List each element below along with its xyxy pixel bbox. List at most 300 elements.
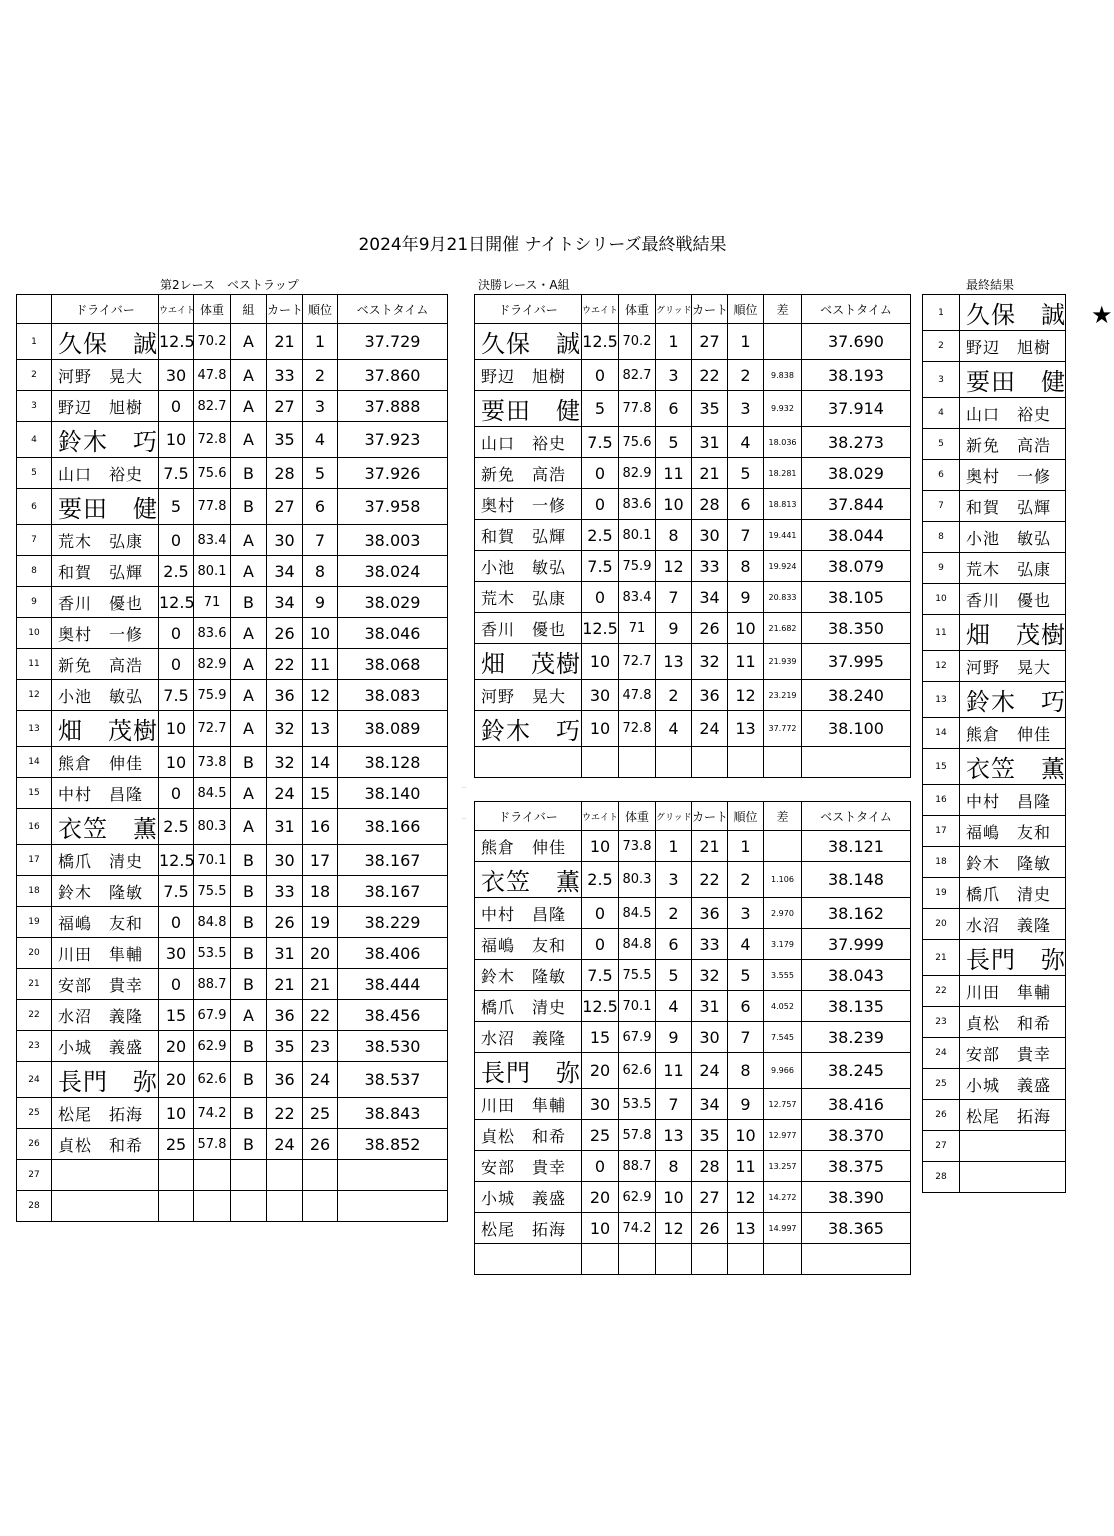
table-cell: 23 — [303, 1031, 338, 1062]
table-cell — [231, 1160, 267, 1191]
table-cell: 1 — [656, 831, 692, 862]
row-number: 4 — [923, 398, 960, 429]
driver-name: 安部 貴幸 — [960, 1038, 1066, 1069]
driver-name: 小池 敏弘 — [960, 522, 1066, 553]
separator-mark: ‥ — [462, 814, 467, 821]
table-cell: 25 — [303, 1098, 338, 1129]
table-cell: 30 — [582, 1089, 619, 1120]
row-number: 26 — [923, 1100, 960, 1131]
table-cell: 11 — [728, 644, 764, 680]
table-cell: 19.441 — [764, 520, 802, 551]
table-cell: 88.7 — [619, 1151, 656, 1182]
driver-name: 荒木 弘康 — [52, 525, 159, 556]
driver-name: 松尾 拓海 — [52, 1098, 159, 1129]
table-row — [17, 1098, 448, 1129]
table-cell: 15 — [582, 1022, 619, 1053]
table-cell — [764, 831, 802, 862]
table-cell: 12 — [656, 551, 692, 582]
table-cell: 0 — [582, 489, 619, 520]
table-cell: 9 — [303, 587, 338, 618]
column-header: グリッド — [656, 295, 692, 324]
table-cell: 38.024 — [338, 556, 448, 587]
table-row — [17, 747, 448, 778]
table-cell: 7.5 — [582, 551, 619, 582]
table-cell: 4 — [728, 427, 764, 458]
table-cell: 2 — [728, 862, 764, 898]
table-cell: 21 — [303, 969, 338, 1000]
driver-name: 貞松 和希 — [52, 1129, 159, 1160]
table-cell: 62.9 — [619, 1182, 656, 1213]
column-header: 順位 — [728, 295, 764, 324]
driver-name: 小城 義盛 — [475, 1182, 582, 1213]
driver-name: 小池 敏弘 — [475, 551, 582, 582]
table-cell: 25 — [582, 1120, 619, 1151]
table-cell: 20 — [303, 938, 338, 969]
table-cell: 12.757 — [764, 1089, 802, 1120]
driver-name: 野辺 旭樹 — [52, 391, 159, 422]
table-cell: 6 — [656, 929, 692, 960]
table-cell: 12 — [303, 680, 338, 711]
table-cell: 80.1 — [619, 520, 656, 551]
table-cell: 28 — [267, 458, 303, 489]
table-cell: 72.7 — [194, 711, 231, 747]
table-row — [475, 747, 911, 778]
row-number: 1 — [923, 295, 960, 331]
table-cell: 38.240 — [802, 680, 911, 711]
table-cell: 0 — [159, 525, 194, 556]
driver-name: 香川 優也 — [960, 584, 1066, 615]
row-number: 19 — [17, 907, 52, 938]
table-row — [923, 651, 1066, 682]
driver-name: 畑 茂樹 — [475, 644, 582, 680]
table-cell: 4 — [728, 929, 764, 960]
table-cell: 37.999 — [802, 929, 911, 960]
table-cell: 14 — [303, 747, 338, 778]
table-row — [17, 525, 448, 556]
table-cell: 24 — [692, 1053, 728, 1089]
table-cell: 12 — [728, 1182, 764, 1213]
table-cell: 10 — [303, 618, 338, 649]
table-cell: 34 — [267, 587, 303, 618]
driver-name: 長門 弥 — [52, 1062, 159, 1098]
table-row — [17, 1160, 448, 1191]
table-cell: 18.036 — [764, 427, 802, 458]
table-cell: 72.8 — [619, 711, 656, 747]
table-cell: 2.5 — [582, 520, 619, 551]
table-cell: 32 — [267, 711, 303, 747]
table-cell: 11 — [303, 649, 338, 680]
page-title: 2024年9月21日開催 ナイトシリーズ最終戦結果 — [358, 235, 727, 255]
table-cell: 38.046 — [338, 618, 448, 649]
table-row — [923, 331, 1066, 362]
table-cell: 38.135 — [802, 991, 911, 1022]
table-cell: 10 — [728, 613, 764, 644]
driver-name: 畑 茂樹 — [960, 615, 1066, 651]
table-cell: B — [231, 969, 267, 1000]
table-cell — [194, 1191, 231, 1222]
table-cell: 75.5 — [619, 960, 656, 991]
table-cell: 34 — [692, 582, 728, 613]
table-cell: 20 — [582, 1182, 619, 1213]
driver-name: 熊倉 伸佳 — [52, 747, 159, 778]
table-cell: 38.537 — [338, 1062, 448, 1098]
driver-name: 奥村 一修 — [960, 460, 1066, 491]
table-row — [475, 862, 911, 898]
table-cell — [728, 747, 764, 778]
table-row — [475, 1151, 911, 1182]
table-cell: 10 — [656, 489, 692, 520]
driver-name: 要田 健 — [475, 391, 582, 427]
table-cell: 21 — [692, 458, 728, 489]
table-cell: 34 — [267, 556, 303, 587]
column-header: 順位 — [303, 295, 338, 324]
table-row — [475, 1022, 911, 1053]
row-number: 11 — [923, 615, 960, 651]
table-row — [475, 582, 911, 613]
driver-name: 久保 誠 ★ — [960, 295, 1066, 331]
row-number: 2 — [17, 360, 52, 391]
table-cell: 13.257 — [764, 1151, 802, 1182]
driver-name — [52, 1160, 159, 1191]
table-cell — [656, 1244, 692, 1275]
table-row — [475, 613, 911, 644]
table-cell — [267, 1191, 303, 1222]
table-cell: 72.8 — [194, 422, 231, 458]
table-cell — [728, 1244, 764, 1275]
table-cell: 7.5 — [159, 680, 194, 711]
table-cell: 19.924 — [764, 551, 802, 582]
table-cell: 33 — [692, 929, 728, 960]
table-cell: 32 — [267, 747, 303, 778]
table-cell: 38.843 — [338, 1098, 448, 1129]
table-cell: 83.4 — [194, 525, 231, 556]
table-cell: 38.229 — [338, 907, 448, 938]
table-cell: 24 — [692, 711, 728, 747]
table-cell: 31 — [692, 427, 728, 458]
table-cell — [619, 747, 656, 778]
table-cell: A — [231, 618, 267, 649]
table-row — [475, 929, 911, 960]
table-cell: 30 — [692, 1022, 728, 1053]
table-cell: 12.5 — [159, 587, 194, 618]
table-cell — [764, 1244, 802, 1275]
table-cell: 0 — [582, 929, 619, 960]
table-cell: 16 — [303, 809, 338, 845]
lap-table-label: 第2レース ベストラップ — [160, 278, 299, 292]
table-cell: 38.043 — [802, 960, 911, 991]
table-cell: 13 — [303, 711, 338, 747]
table-cell: 15 — [303, 778, 338, 809]
table-cell: 62.6 — [194, 1062, 231, 1098]
driver-name: 河野 晃大 — [960, 651, 1066, 682]
driver-name: 奥村 一修 — [475, 489, 582, 520]
table-cell: 53.5 — [194, 938, 231, 969]
table-cell: 35 — [267, 422, 303, 458]
table-cell: 83.6 — [619, 489, 656, 520]
driver-name: 衣笠 薫 — [475, 862, 582, 898]
table-cell: 74.2 — [619, 1213, 656, 1244]
table-cell — [267, 1160, 303, 1191]
table-cell: 82.7 — [619, 360, 656, 391]
driver-name: 荒木 弘康 — [475, 582, 582, 613]
table-row — [17, 360, 448, 391]
driver-name: 野辺 旭樹 — [475, 360, 582, 391]
table-cell: 47.8 — [194, 360, 231, 391]
table-cell: 73.8 — [194, 747, 231, 778]
table-cell: 67.9 — [619, 1022, 656, 1053]
table-row — [475, 711, 911, 747]
table-cell — [764, 324, 802, 360]
table-cell — [159, 1191, 194, 1222]
row-number: 18 — [923, 847, 960, 878]
table-cell: 1 — [728, 831, 764, 862]
table-cell: B — [231, 747, 267, 778]
row-number: 25 — [923, 1069, 960, 1100]
driver-name: 久保 誠 — [475, 324, 582, 360]
table-cell: 7 — [728, 1022, 764, 1053]
table-cell: 26 — [692, 1213, 728, 1244]
table-cell: 37.926 — [338, 458, 448, 489]
table-cell: 36 — [267, 680, 303, 711]
row-number: 10 — [17, 618, 52, 649]
table-cell: 12 — [728, 680, 764, 711]
table-cell: 2 — [303, 360, 338, 391]
row-number: 12 — [923, 651, 960, 682]
row-number: 23 — [923, 1007, 960, 1038]
row-number: 15 — [923, 749, 960, 785]
table-cell: 13 — [728, 711, 764, 747]
table-cell — [159, 1160, 194, 1191]
table-cell: 4 — [656, 711, 692, 747]
table-cell: 1 — [656, 324, 692, 360]
driver-name: 要田 健 — [960, 362, 1066, 398]
table-row — [17, 458, 448, 489]
table-cell: 12.5 — [582, 991, 619, 1022]
driver-name: 松尾 拓海 — [960, 1100, 1066, 1131]
table-cell: 80.3 — [194, 809, 231, 845]
table-cell: 38.166 — [338, 809, 448, 845]
table-cell: 38.350 — [802, 613, 911, 644]
row-number: 8 — [923, 522, 960, 553]
table-cell: 35 — [692, 391, 728, 427]
row-number: 16 — [923, 785, 960, 816]
table-cell: 3 — [303, 391, 338, 422]
driver-name: 橋爪 清史 — [475, 991, 582, 1022]
table-cell: 0 — [159, 969, 194, 1000]
table-cell: B — [231, 489, 267, 525]
table-cell: 23.219 — [764, 680, 802, 711]
table-cell: 5 — [656, 427, 692, 458]
table-row — [17, 1000, 448, 1031]
table-cell: B — [231, 1062, 267, 1098]
table-cell: 38.370 — [802, 1120, 911, 1151]
driver-name: 小池 敏弘 — [52, 680, 159, 711]
table-cell: 22 — [267, 1098, 303, 1129]
table-row — [923, 491, 1066, 522]
table-cell: 35 — [692, 1120, 728, 1151]
table-cell: 70.1 — [619, 991, 656, 1022]
table-cell: 75.6 — [194, 458, 231, 489]
table-cell: 22 — [692, 360, 728, 391]
table-cell: 6 — [656, 391, 692, 427]
table-cell: 12.5 — [159, 324, 194, 360]
driver-name: 和賀 弘輝 — [475, 520, 582, 551]
table-cell: 11 — [656, 1053, 692, 1089]
table-cell: 21.939 — [764, 644, 802, 680]
table-cell: 25 — [159, 1129, 194, 1160]
table-cell: 28 — [692, 1151, 728, 1182]
driver-name: 河野 晃大 — [52, 360, 159, 391]
driver-name: 新免 高浩 — [960, 429, 1066, 460]
table-cell: 5 — [728, 458, 764, 489]
row-number: 14 — [17, 747, 52, 778]
table-cell: A — [231, 778, 267, 809]
table-row — [923, 362, 1066, 398]
table-cell: 9.838 — [764, 360, 802, 391]
table-cell: 38.121 — [802, 831, 911, 862]
table-cell — [231, 1191, 267, 1222]
column-header: グリッド — [656, 802, 692, 831]
table-cell: 9.932 — [764, 391, 802, 427]
table-cell: 0 — [582, 1151, 619, 1182]
table-cell: 24 — [267, 1129, 303, 1160]
table-cell: 37.914 — [802, 391, 911, 427]
table-row — [17, 587, 448, 618]
table-cell: 26 — [267, 907, 303, 938]
final-result-label: 最終結果 — [966, 278, 1015, 292]
table-cell: 33 — [267, 360, 303, 391]
table-row — [475, 1244, 911, 1275]
table-cell — [802, 747, 911, 778]
table-row — [17, 556, 448, 587]
table-cell: 0 — [582, 898, 619, 929]
table-cell: A — [231, 360, 267, 391]
table-row — [475, 898, 911, 929]
driver-name: 福嶋 友和 — [475, 929, 582, 960]
table-cell: 36 — [267, 1000, 303, 1031]
table-cell: 8 — [728, 1053, 764, 1089]
table-cell: 2 — [728, 360, 764, 391]
table-cell: 2.5 — [159, 556, 194, 587]
table-cell: 27 — [267, 391, 303, 422]
row-number: 17 — [17, 845, 52, 876]
table-row — [17, 1062, 448, 1098]
table-cell: 0 — [582, 582, 619, 613]
driver-name: 橋爪 清史 — [52, 845, 159, 876]
table-row — [17, 938, 448, 969]
table-cell: 38.273 — [802, 427, 911, 458]
driver-name: 安部 貴幸 — [52, 969, 159, 1000]
table-cell: 3 — [728, 898, 764, 929]
row-number: 19 — [923, 878, 960, 909]
table-cell: 19 — [303, 907, 338, 938]
table-cell: 53.5 — [619, 1089, 656, 1120]
table-cell: 10 — [582, 711, 619, 747]
row-number: 28 — [17, 1191, 52, 1222]
table-row — [923, 816, 1066, 847]
column-header: ドライバー — [475, 295, 582, 324]
table-row — [923, 749, 1066, 785]
table-cell: 9 — [728, 1089, 764, 1120]
table-cell: 27 — [267, 489, 303, 525]
table-cell: 77.8 — [194, 489, 231, 525]
table-cell: B — [231, 1031, 267, 1062]
table-row — [923, 847, 1066, 878]
table-cell: B — [231, 845, 267, 876]
table-row — [923, 718, 1066, 749]
column-header — [17, 295, 52, 324]
driver-name — [52, 1191, 159, 1222]
table-cell: 21 — [267, 969, 303, 1000]
table-cell: 80.3 — [619, 862, 656, 898]
row-number: 27 — [17, 1160, 52, 1191]
table-row — [923, 785, 1066, 816]
table-cell: 38.852 — [338, 1129, 448, 1160]
table-cell: 38.162 — [802, 898, 911, 929]
table-row — [475, 324, 911, 360]
table-cell: 9 — [656, 1022, 692, 1053]
row-number: 4 — [17, 422, 52, 458]
table-cell: 73.8 — [619, 831, 656, 862]
table-cell: 38.239 — [802, 1022, 911, 1053]
column-header: ウエイト — [582, 295, 619, 324]
table-cell: A — [231, 422, 267, 458]
row-number: 13 — [923, 682, 960, 718]
column-header: カート — [692, 802, 728, 831]
table-row — [475, 391, 911, 427]
table-cell: 22 — [692, 862, 728, 898]
row-number: 3 — [923, 362, 960, 398]
row-number: 18 — [17, 876, 52, 907]
column-header: 体重 — [619, 802, 656, 831]
table-cell — [303, 1191, 338, 1222]
driver-name: 川田 隼輔 — [475, 1089, 582, 1120]
table-cell: 75.5 — [194, 876, 231, 907]
table-cell: 38.029 — [802, 458, 911, 489]
row-number: 21 — [923, 940, 960, 976]
table-cell: 75.6 — [619, 427, 656, 458]
table-cell: 0 — [159, 618, 194, 649]
table-row — [17, 809, 448, 845]
table-row — [475, 1182, 911, 1213]
driver-name: 鈴木 隆敏 — [475, 960, 582, 991]
table-cell: 20.833 — [764, 582, 802, 613]
table-cell — [338, 1191, 448, 1222]
row-number: 13 — [17, 711, 52, 747]
driver-name: 長門 弥 — [960, 940, 1066, 976]
table-cell: 84.5 — [619, 898, 656, 929]
table-cell: 2.970 — [764, 898, 802, 929]
final-a-table — [474, 294, 911, 778]
driver-name: 川田 隼輔 — [52, 938, 159, 969]
table-row — [923, 1100, 1066, 1131]
table-row — [923, 1162, 1066, 1193]
table-row — [923, 460, 1066, 491]
table-cell: 21 — [267, 324, 303, 360]
table-cell: 18 — [303, 876, 338, 907]
table-cell: 38.079 — [802, 551, 911, 582]
table-cell: 0 — [159, 391, 194, 422]
table-cell: 2 — [656, 680, 692, 711]
table-row — [475, 1213, 911, 1244]
driver-name: 久保 誠 — [52, 324, 159, 360]
table-cell — [802, 1244, 911, 1275]
table-cell: 57.8 — [619, 1120, 656, 1151]
table-cell: 6 — [303, 489, 338, 525]
table-cell: 31 — [267, 809, 303, 845]
table-row — [923, 429, 1066, 460]
table-cell: 13 — [656, 1120, 692, 1151]
